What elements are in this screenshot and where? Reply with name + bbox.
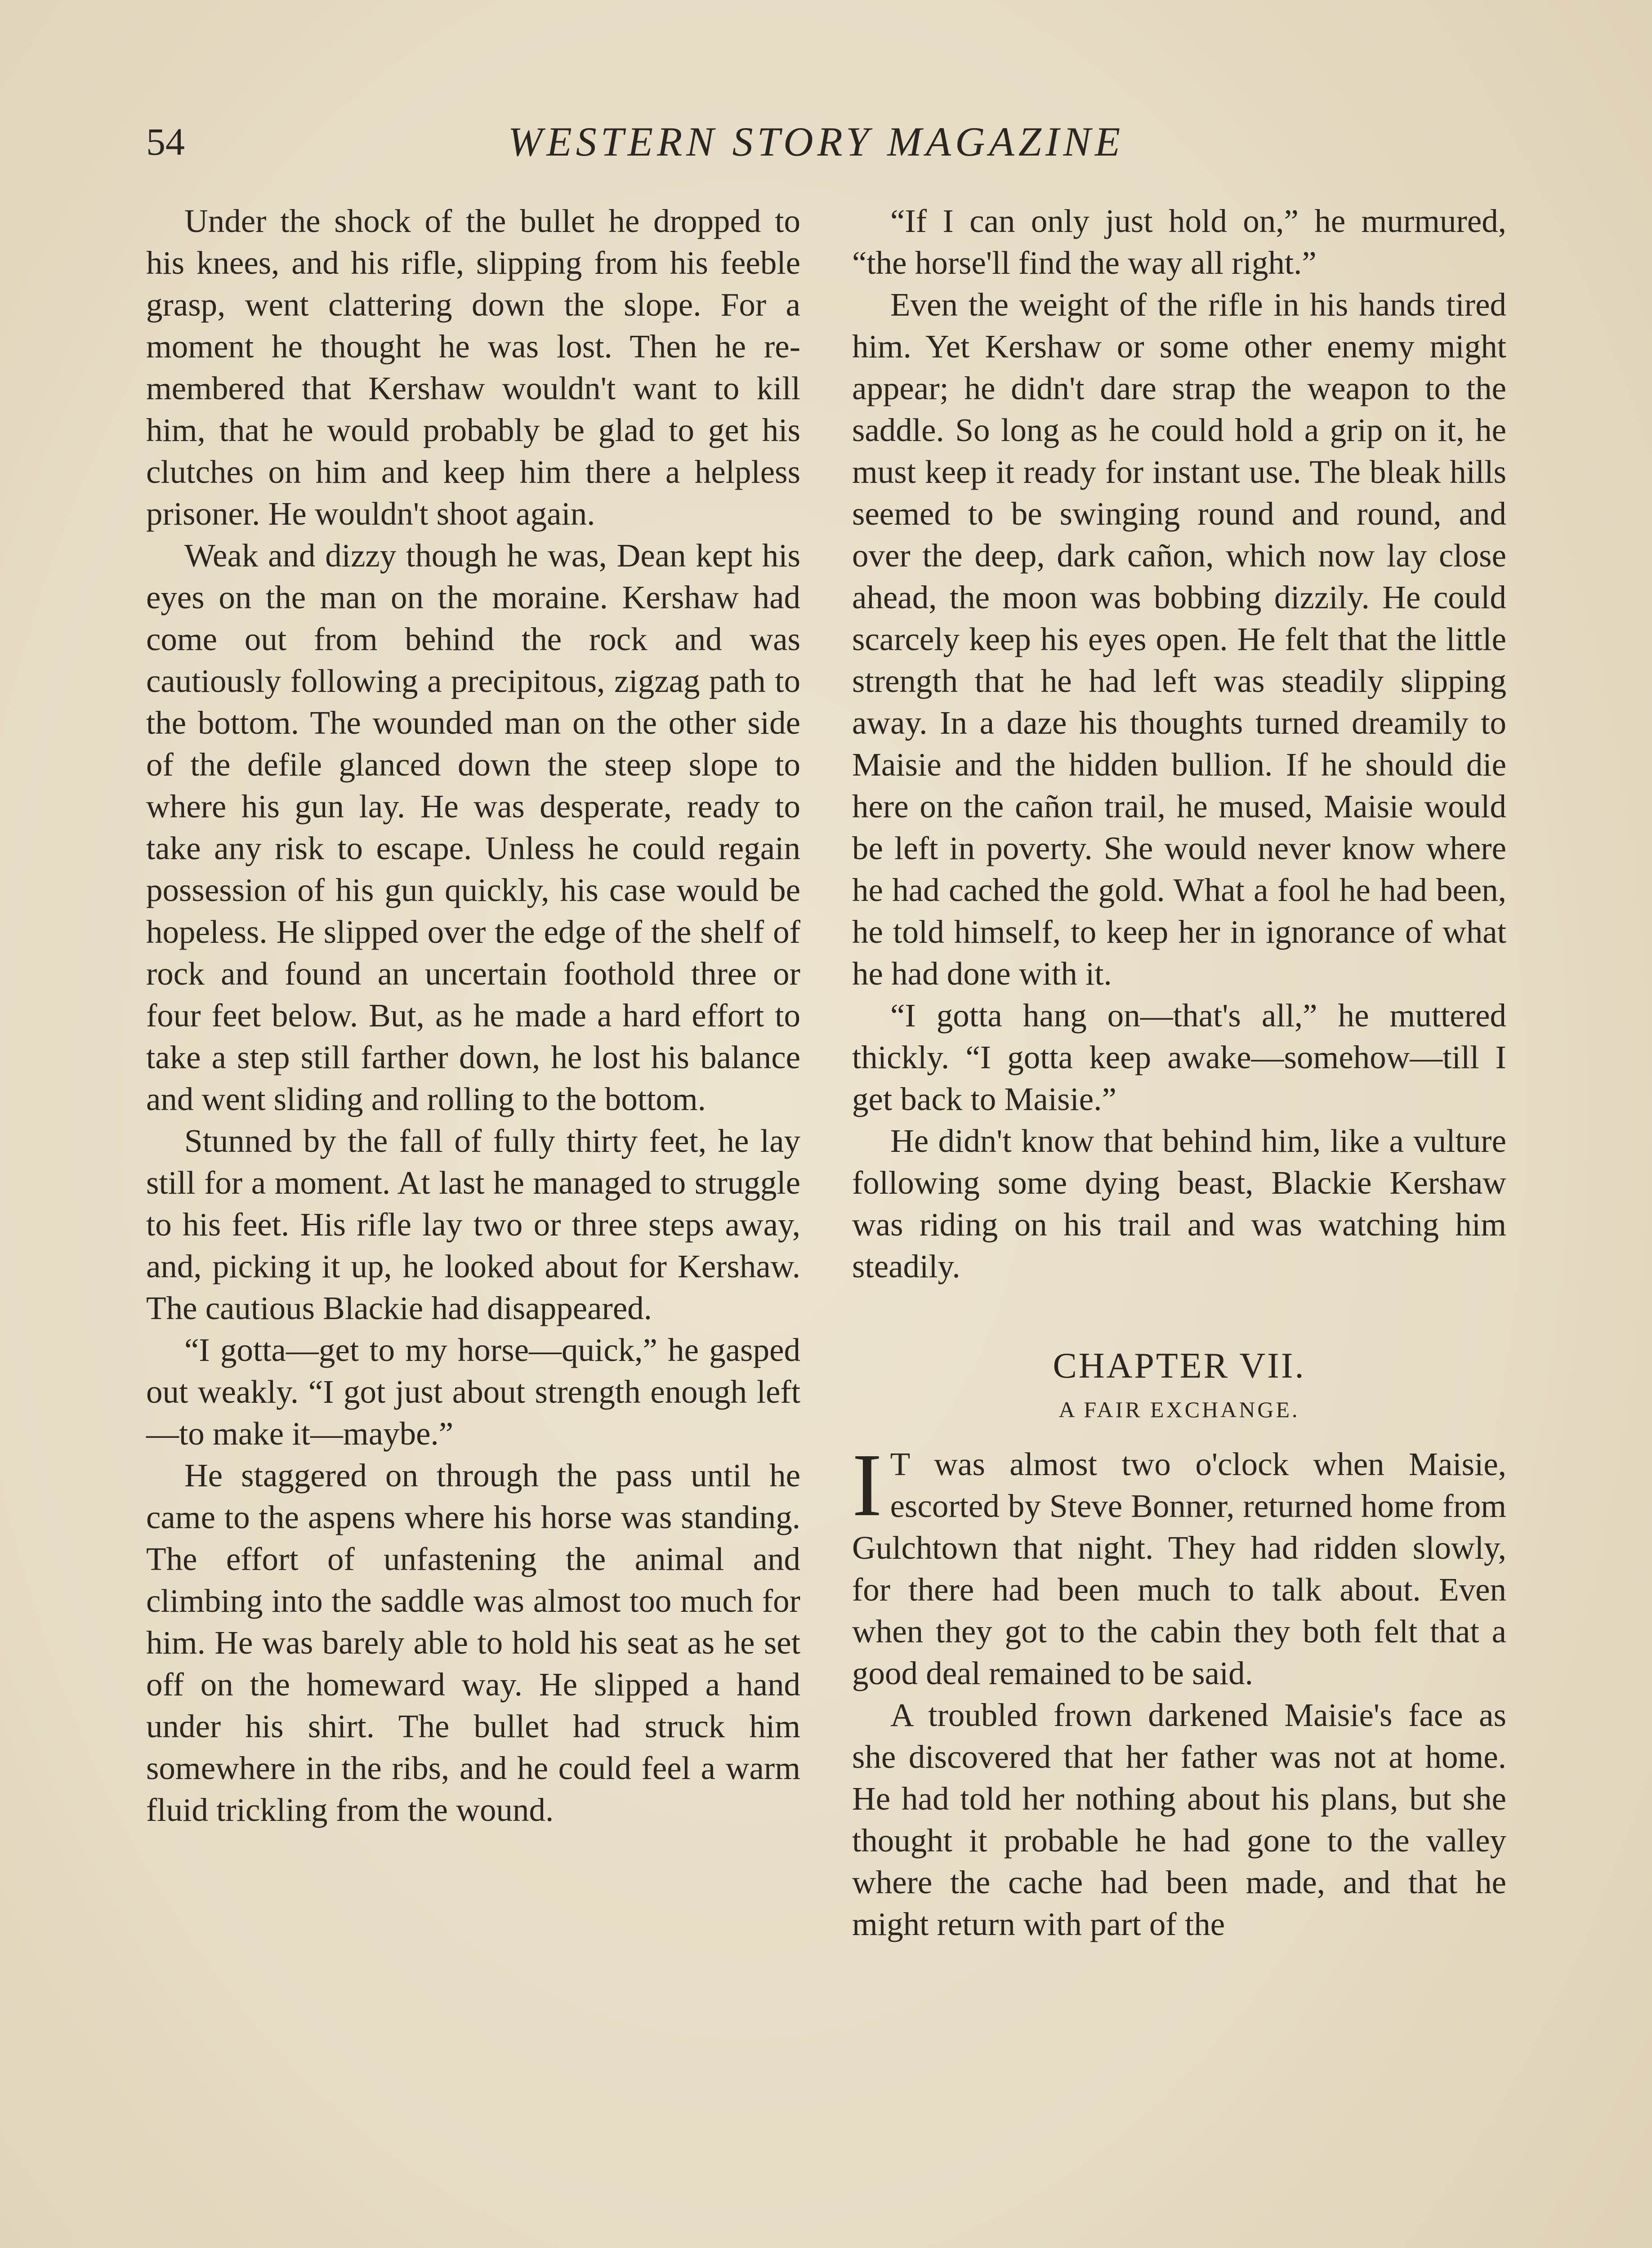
paragraph: He didn't know that behind him, like a vulture following some dying beast, Blackie Kershaw was riding on his trail and was watching him steadily. [852, 1123, 1506, 1285]
paragraph: “I gotta—get to my horse—quick,” he gasped out weakly. “I got just about strength enough left—to make it—maybe.” [146, 1332, 800, 1452]
paragraph: He staggered on through the pass until he came to the aspens where his horse was standing. The effort of unfastening the animal and climbing into the saddle was almost too much for him. He was barely able to hold his seat as he set off on the homeward way. He slipped a hand under his shirt. The bullet had struck him somewhere in the ribs, and he could feel a warm fluid trickling from the wound. [146, 1457, 800, 1828]
paragraph: Even the weight of the rifle in his hands tired him. Yet Kershaw or some other enemy might appear; he didn't dare strap the weapon to the saddle. So long as he could hold a grip on it, he must keep it ready for instant use. The bleak hills seemed to be swinging round and round, and over the deep, dark cañon, which now lay close ahead, the moon was bobbing dizzily. He could scarcely keep his eyes open. He felt that the little strength that he had left was steadily slipping away. In a daze his thoughts turned dreamily to Maisie and the hidden bullion. If he should die here on the cañon trail, he mused, Maisie would be left in poverty. She would never know where he had cached the gold. What a fool he had been, he told himself, to keep her in ignorance of what he had done with it. [852, 286, 1506, 992]
chapter-opening-text: T was almost two o'clock when Maisie, escorted by Steve Bonner, returned home from Gulchtown that night. They had ridden slowly, for there had been much to talk about. Even when they got to the cabin they both felt that a good deal remained to be said. [852, 1446, 1506, 1691]
chapter-heading: CHAPTER VII. [1053, 1346, 1306, 1386]
paragraph: Stunned by the fall of fully thirty feet, he lay still for a moment. At last he managed to struggle to his feet. His rifle lay two or three steps away, and, picking it up, he looked about for Kershaw. The cautious Blackie had disappeared. [146, 1123, 800, 1326]
paragraph: A troubled frown darkened Maisie's face as she discovered that her father was not at home. He had told her nothing about his plans, but she thought it probable he had gone to the valley where the cache had been made, and that he might return with part of the [852, 1697, 1506, 1942]
drop-cap: I [852, 1436, 882, 1535]
right-column [852, 200, 1506, 1945]
chapter-opening-paragraph [852, 1436, 1506, 1694]
paragraph: Weak and dizzy though he was, Dean kept his eyes on the man on the moraine. Kershaw had come out from behind the rock and was cautiously following a precipitous, zigzag path to the bottom. The wounded man on the other side of the defile glanced down the steep slope to where his gun lay. He was desperate, ready to take any risk to escape. Unless he could regain possession of his gun quickly, his case would be hopeless. He slipped over the edge of the shelf of rock and found an uncertain foothold three or four feet below. But, as he made a hard effort to take a step still farther down, he lost his balance and went sliding and rolling to the bottom. [146, 537, 800, 1117]
left-column [146, 200, 800, 1831]
paragraph: “I gotta hang on—that's all,” he muttered thickly. “I gotta keep awake—somehow—till I get back to Maisie.” [852, 997, 1506, 1117]
magazine-title: WESTERN STORY MAGAZINE [508, 119, 1125, 165]
chapter-subtitle: A FAIR EXCHANGE. [1058, 1397, 1300, 1422]
paragraph: “If I can only just hold on,” he murmured, “the horse'll find the way all right.” [852, 203, 1506, 281]
paragraph: Under the shock of the bullet he dropped to his knees, and his rifle, slipping from his feeble grasp, went clattering down the slope. For a moment he thought he was lost. Then he remembered that Kershaw wouldn't want to kill him, that he would probably be glad to get his clutches on him and keep him there a helpless prisoner. He wouldn't shoot again. [146, 203, 800, 532]
page-number: 54 [146, 120, 185, 163]
page-header [146, 115, 1486, 169]
